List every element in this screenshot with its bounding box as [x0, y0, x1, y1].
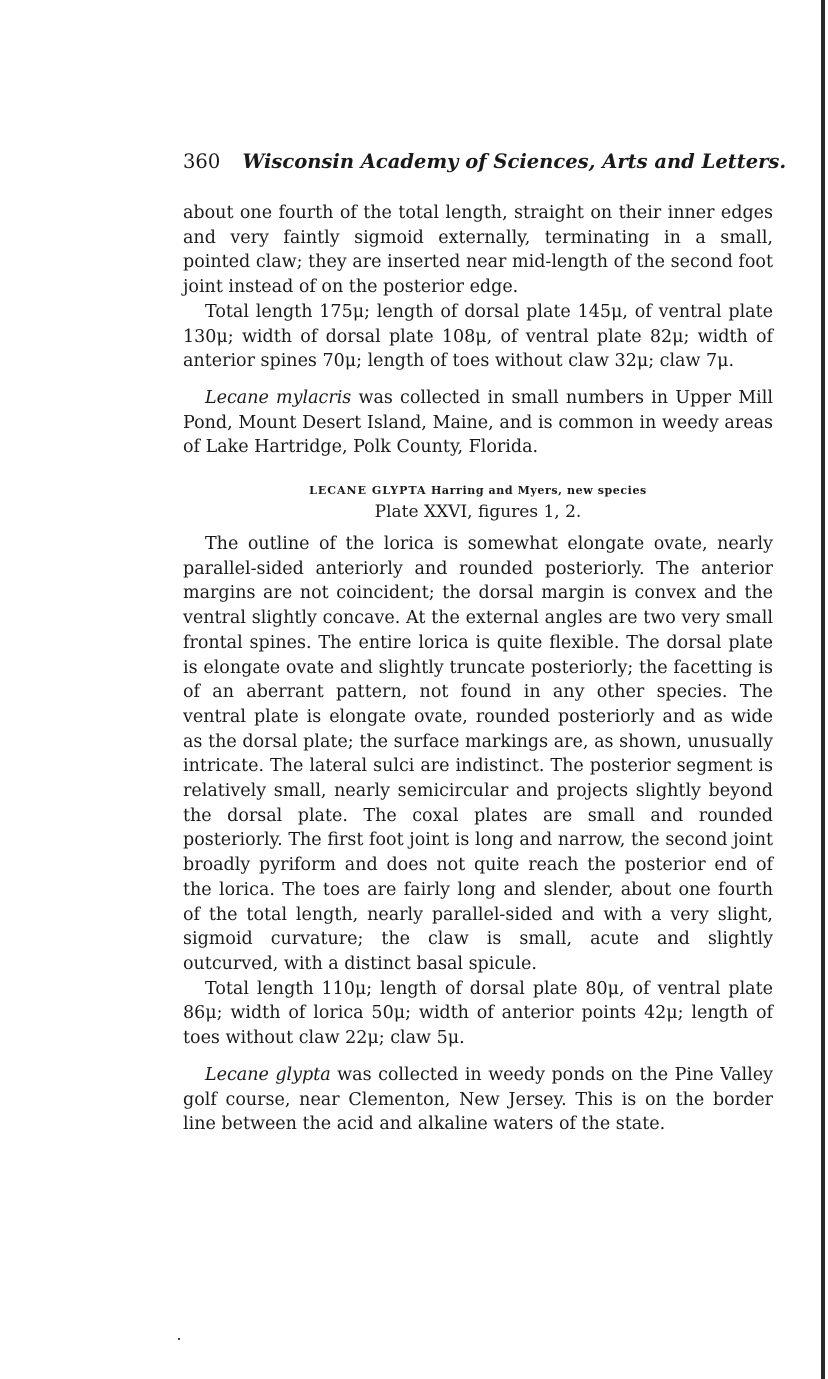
running-header [183, 148, 787, 176]
paragraph-description-glypta: The outline of the lorica is somewhat elongate ovate, nearly parallel-sided anteriorly and rounded posteriorly. The anterior margins are not coincident; the dorsal margin is convex and the ventral slightly concave. At the external angles are two very small frontal spines. The entire lorica is quite flexible. The dorsal plate is elongate ovate and slightly truncate posteriorly; the facetting is of an aberrant pattern, not found in any other species. The ventral plate is elongate ovate, rounded posteriorly and as wide as the dorsal plate; the surface markings are, as shown, unusually intricate. The lateral sulci are indistinct. The posterior segment is relatively small, nearly semicircular and projects slightly beyond the dorsal plate. The coxal plates are small and rounded posteriorly. The first foot joint is long and narrow, the second joint broadly pyriform and does not quite reach the posterior end of the lorica. The toes are fairly long and slender, about one fourth of the total length, nearly parallel-sided and with a very slight, sigmoid curvature; the claw is small, acute and slightly outcurved, with a distinct basal spicule. [183, 534, 773, 974]
species-heading-authors: Harring and Myers, new species [430, 484, 647, 498]
paragraph-measurements-mylacris: Total length 175μ; length of dorsal plate 145μ, of ventral plate 130μ; width of dorsal plate 108μ, of ventral plate 82μ; width of anterior spines 70μ; length of toes without claw 32μ; claw 7μ. [183, 301, 773, 372]
species-heading [183, 482, 773, 500]
page-edge-rule [821, 0, 825, 1379]
paragraph-distribution-mylacris [183, 386, 773, 460]
paragraph-continued: about one fourth of the total length, straight on their inner edges and very faintly sigmoid externally, terminating in a small, pointed claw; they are inserted near mid-length of the second foot joint instead of on the posterior edge. [183, 203, 773, 298]
species-heading-name: LECANE GLYPTA [309, 484, 427, 498]
paragraph-distribution-glypta [183, 1063, 773, 1137]
page-number: 360 [183, 150, 221, 173]
species-name-mylacris: Lecane mylacris [205, 387, 352, 408]
paragraph-measurements-glypta: Total length 110μ; length of dorsal plate 80μ, of ventral plate 86μ; width of lorica 50μ; width of anterior points 42μ; length of toes without claw 22μ; claw 5μ. [183, 978, 773, 1049]
scan-speck [178, 1338, 180, 1340]
journal-title: Wisconsin Academy of Sciences, Arts and Letters. [242, 150, 787, 173]
page-content [183, 148, 787, 1137]
distribution-text-mylacris: was collected in small numbers in Upper Mill Pond, Mount Desert Island, Maine, and is common in weedy areas of Lake Hartridge, Polk County, Florida. [183, 387, 773, 458]
species-name-glypta: Lecane glypta [205, 1064, 331, 1085]
distribution-text-glypta: was collected in weedy ponds on the Pine Valley golf course, near Clementon, New Jersey. This is on the border line between the acid and alkaline waters of the state. [183, 1064, 773, 1135]
plate-reference: Plate XXVI, figures 1, 2. [374, 502, 582, 523]
